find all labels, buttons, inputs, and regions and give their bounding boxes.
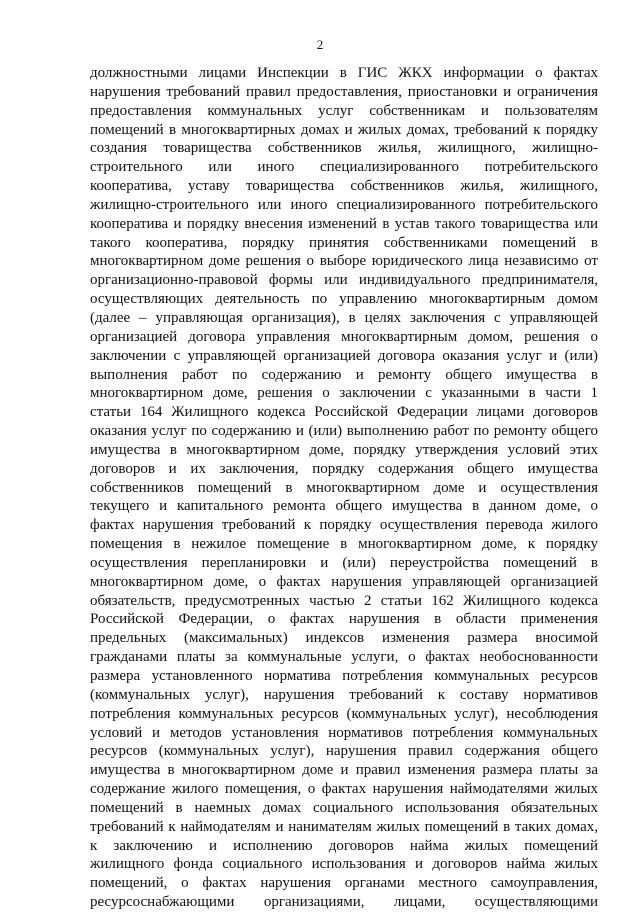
text-line: кооператива и порядку внесения изменений в устав такого товарищества или	[90, 215, 598, 232]
text-line: размера установленного норматива потребления коммунальных ресурсов	[90, 668, 598, 684]
text-line: имущества в многоквартирном доме, порядку утверждения условий этих	[90, 441, 598, 458]
text-line: Российской Федерации, о фактах нарушения в области применения	[90, 611, 598, 628]
text-line: обязательств, предусмотренных частью 2 статьи 162 Жилищного кодекса	[90, 592, 598, 609]
text-line: текущего и капитального ремонта общего имущества в данном доме, о	[90, 498, 598, 515]
text-line: (коммунальных услуг), нарушения требований к составу нормативов	[90, 686, 598, 703]
text-line: помещений в многоквартирных домах и жилых домах, требований к порядку	[90, 121, 598, 138]
text-line: осуществления перепланировки и (или) переустройства помещений в	[90, 554, 598, 571]
text-line: условий и методов установления нормативов потребления коммунальных	[90, 724, 598, 741]
text-line: фактах нарушения требований к порядку осуществления перевода жилого	[90, 517, 598, 534]
text-line: такого кооператива, порядку принятия собственниками помещений в	[90, 234, 598, 251]
text-line: многоквартирном доме решения о выборе юридического лица независимо от	[90, 253, 598, 270]
text-line: многоквартирном доме, о фактах нарушения управляющей организацией	[90, 573, 598, 590]
text-line: оказания услуг по содержанию и (или) выполнению работ по ремонту общего	[90, 423, 598, 440]
text-line: организационно-правовой формы или индивидуального предпринимателя,	[90, 272, 598, 289]
text-line: потребления коммунальных ресурсов (коммунальных услуг), несоблюдения	[90, 705, 598, 722]
text-line: строительного или иного специализированного потребительского	[90, 159, 598, 176]
page-number: 2	[316, 37, 324, 52]
text-line: кооператива, уставу товарищества собственников жилья, жилищного,	[90, 178, 598, 195]
text-line: многоквартирном доме, решения о заключении с указанными в части 1	[90, 385, 598, 402]
text-line: организацией договора управления многоквартирным домом, решения о	[90, 328, 598, 345]
text-line: помещений, о фактах нарушения органами местного самоуправления,	[90, 875, 598, 892]
text-line: помещения в нежилое помещение в многоквартирном доме, к порядку	[90, 536, 598, 553]
text-line: имущества в многоквартирном доме и правил изменения размера платы за	[90, 762, 598, 779]
text-line: предельных (максимальных) индексов изменения размера вносимой	[90, 630, 598, 647]
text-line: жилищно-строительного или иного специализированного потребительского	[90, 196, 598, 213]
text-line: предоставления коммунальных услуг собственникам и пользователям	[90, 102, 598, 119]
text-line: ресурсов (коммунальных услуг), нарушения правил содержания общего	[90, 743, 598, 760]
text-line: осуществляющих деятельность по управлению многоквартирным домом	[90, 291, 598, 308]
text-line: статьи 164 Жилищного кодекса Российской Федерации лицами договоров	[90, 404, 598, 421]
text-line: (далее – управляющая организация), в целях заключения с управляющей	[90, 309, 598, 326]
text-line: жилищного фонда социального использования и договоров найма жилых	[90, 856, 598, 873]
text-line: нарушения требований правил предоставления, приостановки и ограничения	[90, 83, 598, 100]
text-line: содержание жилого помещения, о фактах нарушения наймодателями жилых	[90, 781, 598, 798]
text-line: собственников помещений в многоквартирном доме и осуществления	[90, 479, 598, 496]
text-line: договоров и их заключения, порядку содержания общего имущества	[90, 460, 598, 477]
text-line: требований к наймодателям и нанимателям жилых помещений в таких домах,	[90, 818, 598, 835]
text-line: создания товарищества собственников жилья, жилищного, жилищно-	[90, 140, 598, 157]
text-line: выполнения работ по содержанию и ремонту общего имущества в	[90, 366, 598, 383]
text-line: гражданами платы за коммунальные услуги, о фактах необоснованности	[90, 649, 598, 666]
text-line: помещений в наемных домах социального использования обязательных	[90, 799, 598, 816]
text-line: ресурсоснабжающими организациями, лицами, осуществляющими	[90, 894, 598, 911]
text-line: должностными лицами Инспекции в ГИС ЖКХ информации о фактах	[90, 65, 598, 81]
document-body	[90, 64, 598, 912]
text-line: заключении с управляющей организацией договора оказания услуг и (или)	[90, 347, 598, 364]
text-line: к заключению и исполнению договоров найма жилых помещений	[90, 837, 598, 854]
